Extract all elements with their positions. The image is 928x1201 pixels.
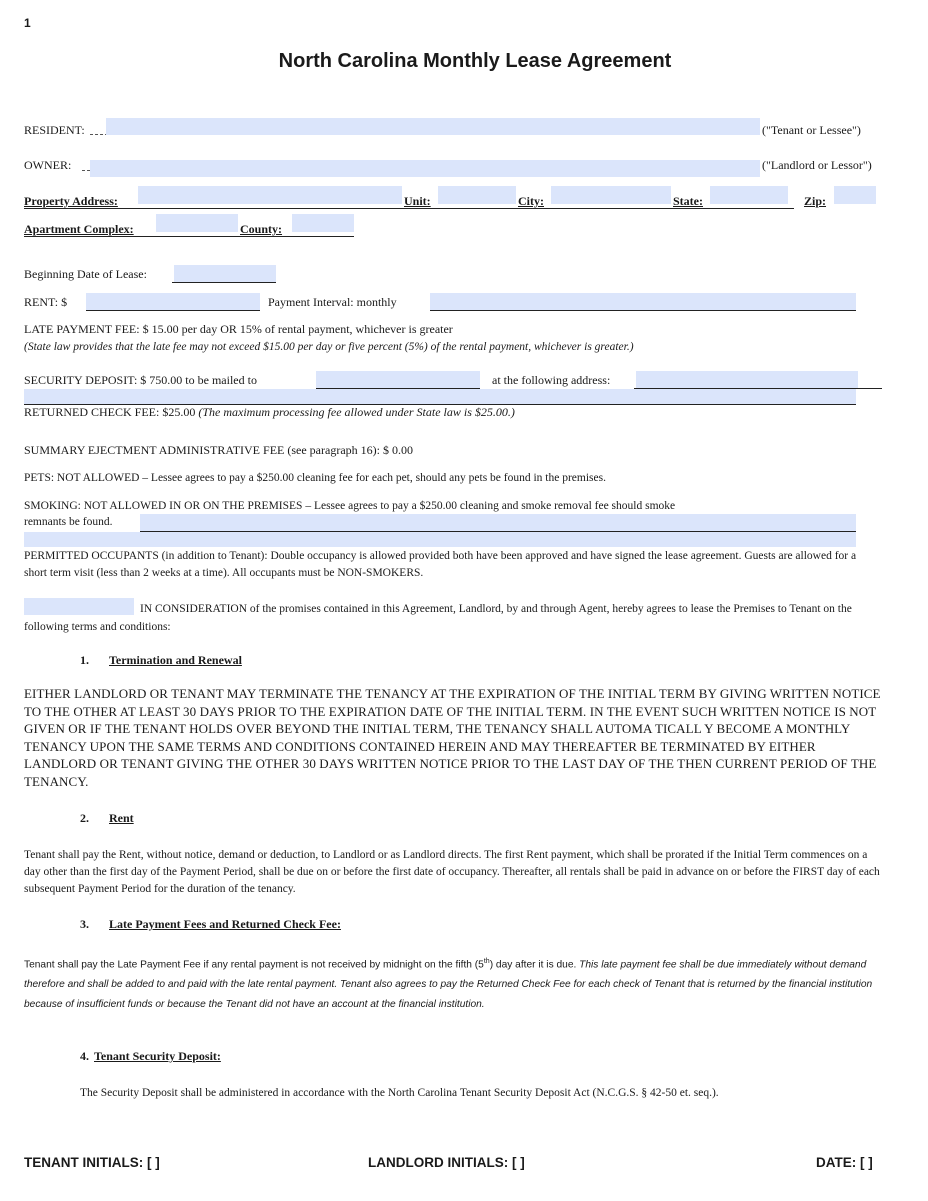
section-1-heading: Termination and Renewal: [109, 653, 242, 667]
section-2-text: Tenant shall pay the Rent, without notice, demand or deduction, to Landlord or as Landlord directs. The first Rent payment, which shall be prorated if the Initial Term commences on a day other than the first day of the Payment Period, shall be due on or before the first date of occupancy. Thereafter, all rentals shall be paid in advance on or before the FIRST day of each subsequent Payment Period for the duration of the tenancy.: [24, 849, 880, 895]
zip-field[interactable]: [834, 186, 876, 204]
state-field[interactable]: [710, 186, 788, 204]
owner-field[interactable]: [90, 160, 760, 177]
resident-field[interactable]: [106, 118, 760, 135]
state-label: State:: [673, 194, 703, 208]
property-address-field[interactable]: [138, 186, 402, 204]
permitted-occupants-paragraph: [24, 548, 869, 582]
county-field[interactable]: [292, 214, 354, 232]
section-3-text-italic: This late payment fee shall be due immediately without demand therefore and shall be added to and paid with the late rental payment. Tenant also agrees to pay the Returned Check Fee for each check of Tenant that is returned by the financial institution because of insufficient funds or because the Tenant did not have an account at the financial institution.: [24, 959, 873, 1011]
payment-interval-field[interactable]: [430, 293, 856, 310]
late-payment-fee-text: LATE PAYMENT FEE: $ 15.00 per day OR 15% of rental payment, whichever is greater: [24, 322, 453, 336]
section-2-number: 2.: [80, 811, 89, 825]
owner-label: OWNER:: [24, 158, 72, 172]
section-3-text-b: ) day after it is due.: [489, 959, 580, 971]
beginning-date-underline: [172, 282, 276, 283]
county-label: County:: [240, 222, 283, 236]
property-address-label: Property Address:: [24, 194, 118, 208]
section-3-text: [24, 952, 886, 1015]
section-1-text: EITHER LANDLORD OR TENANT MAY TERMINATE THE TENANCY AT THE EXPIRATION OF THE INITIAL TERM BY GIVING WRITTEN NOTICE TO THE OTHER AT LEAST 30 DAYS PRIOR TO THE EXPIRATION DATE OF THE INITIAL TERM. IN THE EVENT SUCH WRITTEN NOTICE IS NOT GIVEN OR IF THE TENANT HOLDS OVER BEYOND THE INITIAL TERM, THE TENANCY SHALL AUTOMA TICALL Y BECOME A MONTHLY TENANCY UPON THE SAME TERMS AND CONDITIONS CONTAINED HEREIN AND MAY THEREAFTER BE TERMINATED BY EITHER LANDLORD OR TENANT GIVING THE OTHER 30 DAYS WRITTEN NOTICE PRIOR TO THE LAST DAY OF THE THEN CURRENT PERIOD OF THE TENANCY.: [24, 686, 881, 789]
deposit-address-field[interactable]: [636, 371, 858, 388]
page-number: 1: [24, 16, 31, 30]
tenant-initials[interactable]: TENANT INITIALS: [ ]: [24, 1155, 160, 1170]
city-field[interactable]: [551, 186, 671, 204]
beginning-date-field[interactable]: [174, 265, 276, 282]
smoking-extra-field[interactable]: [24, 532, 856, 547]
smoking-text-line1: SMOKING: NOT ALLOWED IN OR ON THE PREMISES – Lessee agrees to pay a $250.00 cleaning and smoke removal fee should smoke: [24, 500, 676, 512]
rent-label: RENT: $: [24, 295, 68, 309]
apartment-complex-field[interactable]: [156, 214, 238, 232]
unit-field[interactable]: [438, 186, 516, 204]
permitted-occupants-text: Double occupancy is allowed provided both have been approved and have signed the lease agreement. Guests are allowed for a short term visit (less than 2 weeks at a time). All occupants must be NON-SMOKERS.: [24, 550, 857, 579]
deposit-address-label: at the following address:: [492, 373, 611, 387]
section-4-heading: Tenant Security Deposit:: [94, 1049, 221, 1063]
section-1-number: 1.: [80, 653, 89, 667]
permitted-occupants-label: PERMITTED OCCUPANTS (in addition to Tenant):: [24, 550, 268, 562]
zip-label: Zip:: [804, 194, 827, 208]
date-initials[interactable]: DATE: [ ]: [816, 1155, 873, 1170]
section-3-sup: th: [483, 958, 490, 965]
deposit-address-line2-field[interactable]: [24, 389, 856, 404]
rent-underline: [86, 310, 260, 311]
smoking-text-line2: remnants be found.: [24, 516, 113, 528]
payment-interval-label: Payment Interval: monthly: [268, 295, 397, 309]
section-4-text: The Security Deposit shall be administered in accordance with the North Carolina Tenant Security Deposit Act (N.C.G.S. § 42-50 et. seq.).: [80, 1087, 719, 1099]
unit-label: Unit:: [404, 194, 431, 208]
landlord-initials[interactable]: LANDLORD INITIALS: [ ]: [368, 1155, 525, 1170]
section-2-heading: Rent: [109, 811, 134, 825]
ejectment-fee-text: SUMMARY EJECTMENT ADMINISTRATIVE FEE (see paragraph 16): $ 0.00: [24, 443, 413, 457]
resident-suffix: ("Tenant or Lessee"): [762, 123, 861, 137]
page-title: North Carolina Monthly Lease Agreement: [278, 50, 672, 72]
section-3-text-a: Tenant shall pay the Late Payment Fee if any rental payment is not received by midnight on the fifth (5: [24, 959, 484, 971]
apartment-complex-label: Apartment Complex:: [24, 222, 134, 236]
security-deposit-label: SECURITY DEPOSIT: $ 750.00 to be mailed to: [24, 373, 257, 387]
owner-suffix: ("Landlord or Lessor"): [762, 158, 872, 172]
beginning-date-label: Beginning Date of Lease:: [24, 267, 147, 281]
city-label: City:: [518, 194, 544, 208]
consideration-paragraph: IN CONSIDERATION of the promises contained in this Agreement, Landlord, by and through Agent, hereby agrees to lease the Premises to Tenant on the following terms and conditions:: [24, 603, 852, 633]
rent-field[interactable]: [86, 293, 260, 310]
returned-check-fee-amount: RETURNED CHECK FEE: $25.00: [24, 405, 196, 419]
complex-row-underline: [24, 236, 354, 237]
section-4-number: 4.: [80, 1049, 89, 1063]
late-fee-note: (State law provides that the late fee may not exceed $15.00 per day or five percent (5%) of the rental payment, whichever is greater.): [24, 341, 634, 353]
section-3-heading: Late Payment Fees and Returned Check Fee:: [109, 917, 341, 931]
pets-text: PETS: NOT ALLOWED – Lessee agrees to pay a $250.00 cleaning fee for each pet, should any pets be found in the premises.: [24, 472, 606, 484]
resident-label: RESIDENT:: [24, 123, 85, 137]
payment-interval-underline: [430, 310, 856, 311]
returned-check-fee-text: [24, 405, 515, 420]
section-3-number: 3.: [80, 917, 89, 931]
deposit-recipient-field[interactable]: [316, 371, 480, 388]
smoking-remnants-field[interactable]: [140, 514, 856, 531]
returned-check-fee-note: (The maximum processing fee allowed under State law is $25.00.): [198, 405, 515, 419]
